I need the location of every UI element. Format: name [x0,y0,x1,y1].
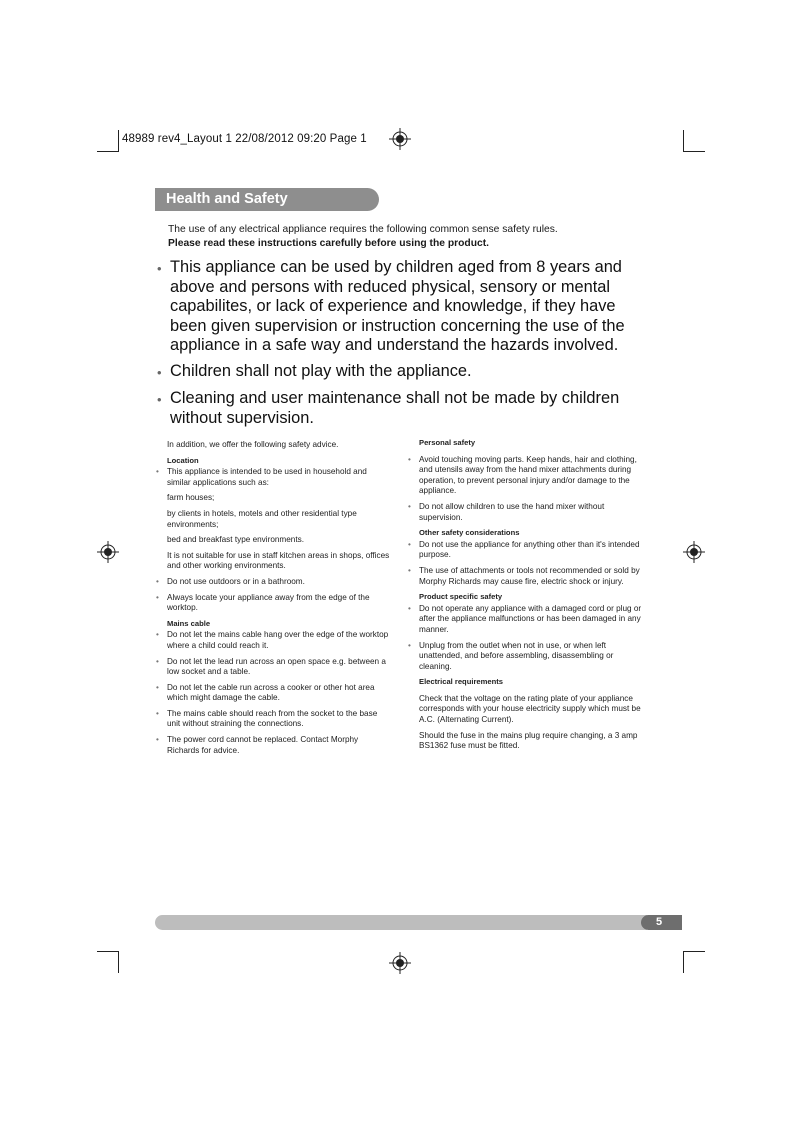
list-item: • Do not use the appliance for anything other than it's intended purpose. [408,539,640,560]
location-heading: Location [167,455,199,465]
big-bullet [157,258,637,356]
location-item: by clients in hotels, motels and other residential type environments; [167,508,357,529]
bullet-icon: • [156,630,159,640]
big-bullet [157,389,637,428]
list-item: • Always locate your appliance away from the edge of the worktop. [156,592,370,613]
location-item: It is not suitable for use in staff kitchen areas in shops, offices and other working environments. [167,550,390,571]
bullet-icon: • [408,501,411,511]
registration-mark-icon [389,128,411,150]
bullet-icon: • [157,261,162,276]
bullet-icon: • [157,392,162,407]
registration-mark-icon [97,541,119,563]
crop-mark-top-left-v [118,130,119,152]
bullet-icon: • [156,576,159,586]
bullet-icon: • [156,708,159,718]
big-bullet [157,362,637,382]
bullet-icon: • [408,454,411,464]
crop-mark-top-left-h [97,151,118,152]
intro-text [168,223,628,250]
bullet-icon: • [157,365,162,380]
footer-bar [155,915,647,930]
registration-mark-icon [683,541,705,563]
list-item: • Avoid touching moving parts. Keep hands, hair and clothing, and utensils away from the hand mixer attachments during operation, to prevent personal injury and/or damage to the appliance. [408,454,637,496]
list-item: • Do not let the lead run across an open space e.g. between a low socket and a table. [156,656,386,677]
big-bullet-text: This appliance can be used by children aged from 8 years and above and persons with reduced physical, sensory or mental capabilites, or lack of experience and knowledge, if they have been given supervision or instruction concerning the use of the appliance in a safe way and understand the hazards involved. [170,258,625,354]
location-item: bed and breakfast type environments. [167,535,304,545]
advice-intro: In addition, we offer the following safety advice. [167,440,339,449]
crop-mark-bottom-right-v [683,951,684,973]
bullet-icon: • [156,682,159,692]
crop-mark-bottom-left-v [118,951,119,973]
list-item: • Do not let the cable run across a cooker or other hot area which might damage the cable. [156,682,375,703]
intro-line: The use of any electrical appliance requires the following common sense safety rules. [168,224,558,235]
left-column [156,440,392,761]
electrical-requirements-heading: Electrical requirements [419,677,503,687]
big-bullet-text: Cleaning and user maintenance shall not be made by children without supervision. [170,389,620,427]
bullet-icon: • [156,467,159,477]
list-item: • Do not allow children to use the hand mixer without supervision. [408,501,605,522]
mains-cable-heading: Mains cable [167,618,211,628]
print-slug: 48989 rev4_Layout 1 22/08/2012 09:20 Page 1 [122,133,367,145]
page-title: Health and Safety [166,191,288,207]
crop-mark-bottom-left-h [97,951,118,952]
location-item: farm houses; [167,493,215,503]
crop-mark-bottom-right-h [684,951,705,952]
bullet-icon: • [156,592,159,602]
page-number: 5 [656,916,663,928]
crop-mark-top-right-h [684,151,705,152]
electrical-text: Check that the voltage on the rating plate of your appliance corresponds with your house electricity supply which must be A.C. (Alternating Current). [419,693,641,725]
list-item: • The power cord cannot be replaced. Contact Morphy Richards for advice. [156,735,359,755]
list-item: • Do not use outdoors or in a bathroom. [156,576,305,586]
list-item: • Unplug from the outlet when not in use, or when left unattended, and before assembling, disassembling or cleaning. [408,640,614,671]
bullet-icon: • [156,735,159,745]
personal-safety-heading: Personal safety [419,438,476,447]
registration-mark-icon [389,952,411,974]
list-item: • Do not let the mains cable hang over the edge of the worktop where a child could reach it. [156,630,389,650]
bullet-icon: • [408,640,411,650]
right-column [408,438,646,757]
list-item: • This appliance is intended to be used in household and similar applications such as: [156,467,367,487]
list-item: • The use of attachments or tools not recommended or sold by Morphy Richards may cause fire, electric shock or injury. [408,565,640,586]
big-bullet-text: Children shall not play with the appliance. [170,362,472,380]
product-safety-heading: Product specific safety [419,592,503,602]
list-item: • Do not operate any appliance with a damaged cord or plug or after the appliance malfunctions or has been damaged in any manner. [408,603,642,634]
bullet-icon: • [156,656,159,666]
bullet-icon: • [408,565,411,575]
other-safety-heading: Other safety considerations [419,528,520,538]
bullet-icon: • [408,603,411,613]
electrical-text: Should the fuse in the mains plug require changing, a 3 amp BS1362 fuse must be fitted. [419,730,638,751]
bullet-icon: • [408,539,411,549]
intro-line-bold: Please read these instructions carefully before using the product. [168,237,490,249]
crop-mark-top-right-v [683,130,684,152]
list-item: • The mains cable should reach from the socket to the base unit without straining the connections. [156,708,378,729]
